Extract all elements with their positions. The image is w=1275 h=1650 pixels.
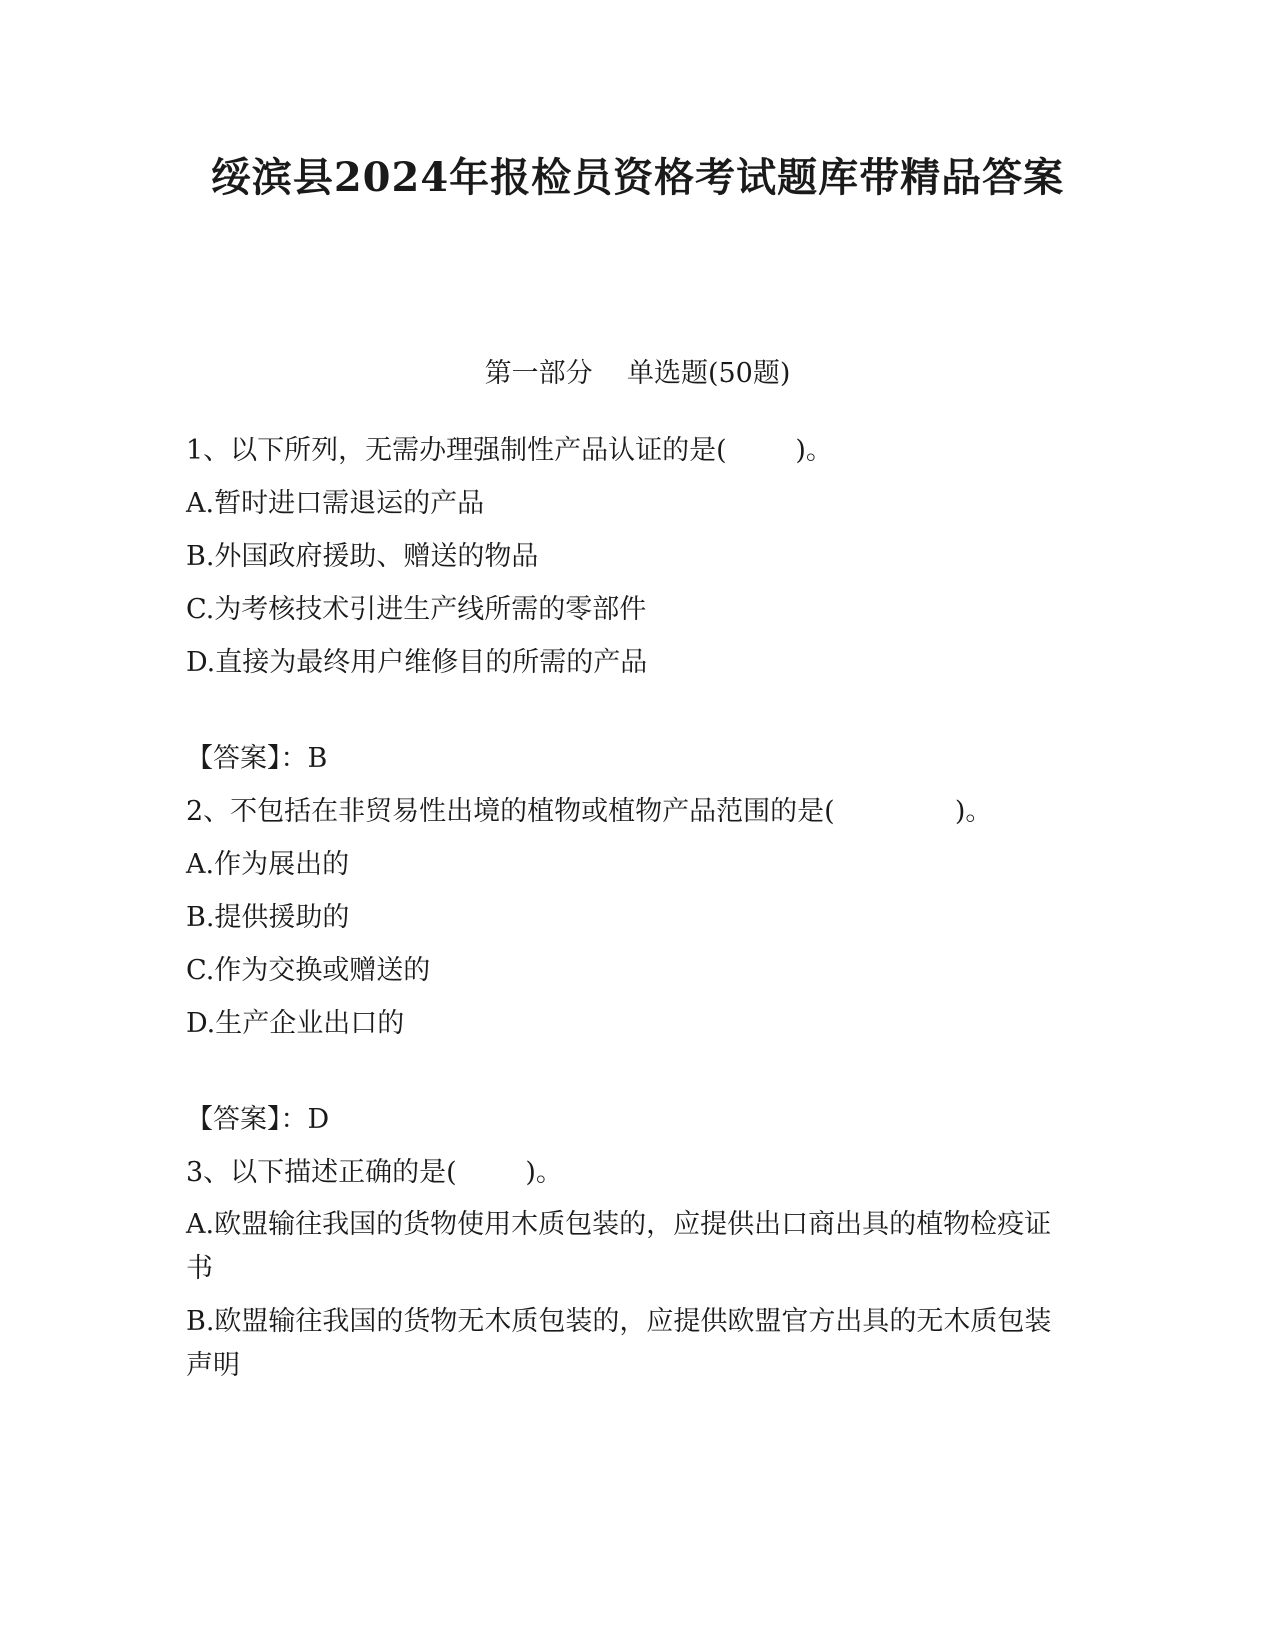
question-2-stem: 2、不包括在非贸易性出境的植物或植物产品范围的是( )。: [186, 796, 993, 827]
question-1-option-d: D.直接为最终用户维修目的所需的产品: [186, 647, 648, 678]
question-1-answer: 【答案】：B: [186, 743, 328, 774]
question-3-option-b: B.欧盟输往我国的货物无木质包装的，应提供欧盟官方出具的无木质包装声明: [186, 1306, 1052, 1381]
question-2-option-a: A.作为展出的: [186, 849, 350, 880]
question-2-answer: 【答案】：D: [186, 1104, 330, 1135]
document-title: 绥滨县2024年报检员资格考试题库带精品答案: [210, 154, 1065, 201]
question-1-option-b: B.外国政府援助、赠送的物品: [186, 541, 539, 572]
section-title: 第一部分 单选题(50题): [484, 358, 791, 389]
question-1-option-a: A.暂时进口需退运的产品: [186, 488, 485, 519]
question-1-option-c: C.为考核技术引进生产线所需的零部件: [186, 594, 647, 625]
question-2-option-c: C.作为交换或赠送的: [186, 955, 431, 986]
question-1-stem: 1、以下所列，无需办理强制性产品认证的是( )。: [186, 435, 833, 466]
question-3-stem: 3、以下描述正确的是( )。: [186, 1157, 563, 1188]
question-2-option-b: B.提供援助的: [186, 902, 350, 933]
question-2-option-d: D.生产企业出口的: [186, 1008, 405, 1039]
question-3-option-a: A.欧盟输往我国的货物使用木质包装的，应提供出口商出具的植物检疫证书: [186, 1209, 1052, 1284]
